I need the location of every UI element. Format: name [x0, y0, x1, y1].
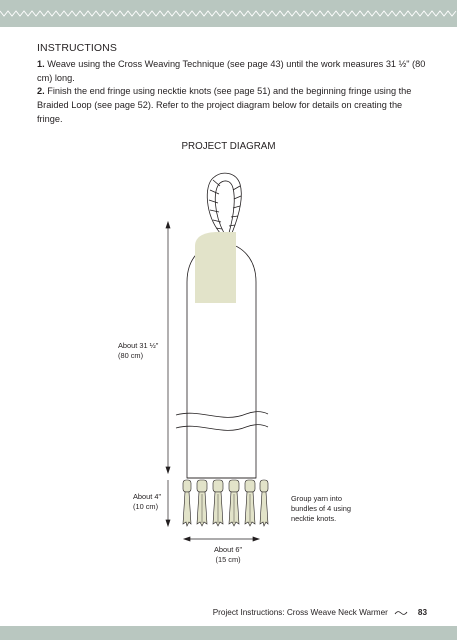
fringe-bundle — [183, 480, 191, 526]
instructions-heading: INSTRUCTIONS — [37, 42, 117, 54]
squiggle-ornament-icon — [394, 610, 408, 616]
step-text: Finish the end fringe using necktie knots (see page 51) and the beginning fringe using the Braided Loop (see page 52). Refer to the project diagram below for details on creating the fringe. — [37, 86, 412, 124]
bottom-decorative-band — [0, 626, 457, 640]
fringe-dimension-line — [166, 480, 170, 526]
fringe-bundle — [260, 480, 268, 526]
length-label: About 31 ½" (80 cm) — [118, 341, 159, 360]
braided-loop-illustration — [207, 173, 241, 233]
step-text: Weave using the Cross Weaving Technique (see page 43) until the work measures 31 ½" (80 cm) long. — [37, 59, 426, 83]
width-label: About 6" (15 cm) — [214, 545, 243, 564]
step-number: 1. — [37, 59, 45, 69]
step-number: 2. — [37, 86, 45, 96]
running-title: Project Instructions: Cross Weave Neck Warmer — [212, 608, 388, 617]
width-dimension-line — [184, 537, 259, 541]
necktie-knot-fringe — [183, 480, 268, 526]
page-number: 83 — [417, 608, 427, 617]
shaded-swatch-area — [195, 232, 236, 303]
diagram-title: PROJECT DIAGRAM — [181, 141, 276, 152]
page-footer — [213, 608, 427, 617]
length-dimension-line — [166, 222, 170, 473]
fringe-length-label: About 4" (10 cm) — [133, 492, 162, 511]
fringe-group-note: Group yarn into bundles of 4 using necktie knots. — [291, 494, 351, 523]
